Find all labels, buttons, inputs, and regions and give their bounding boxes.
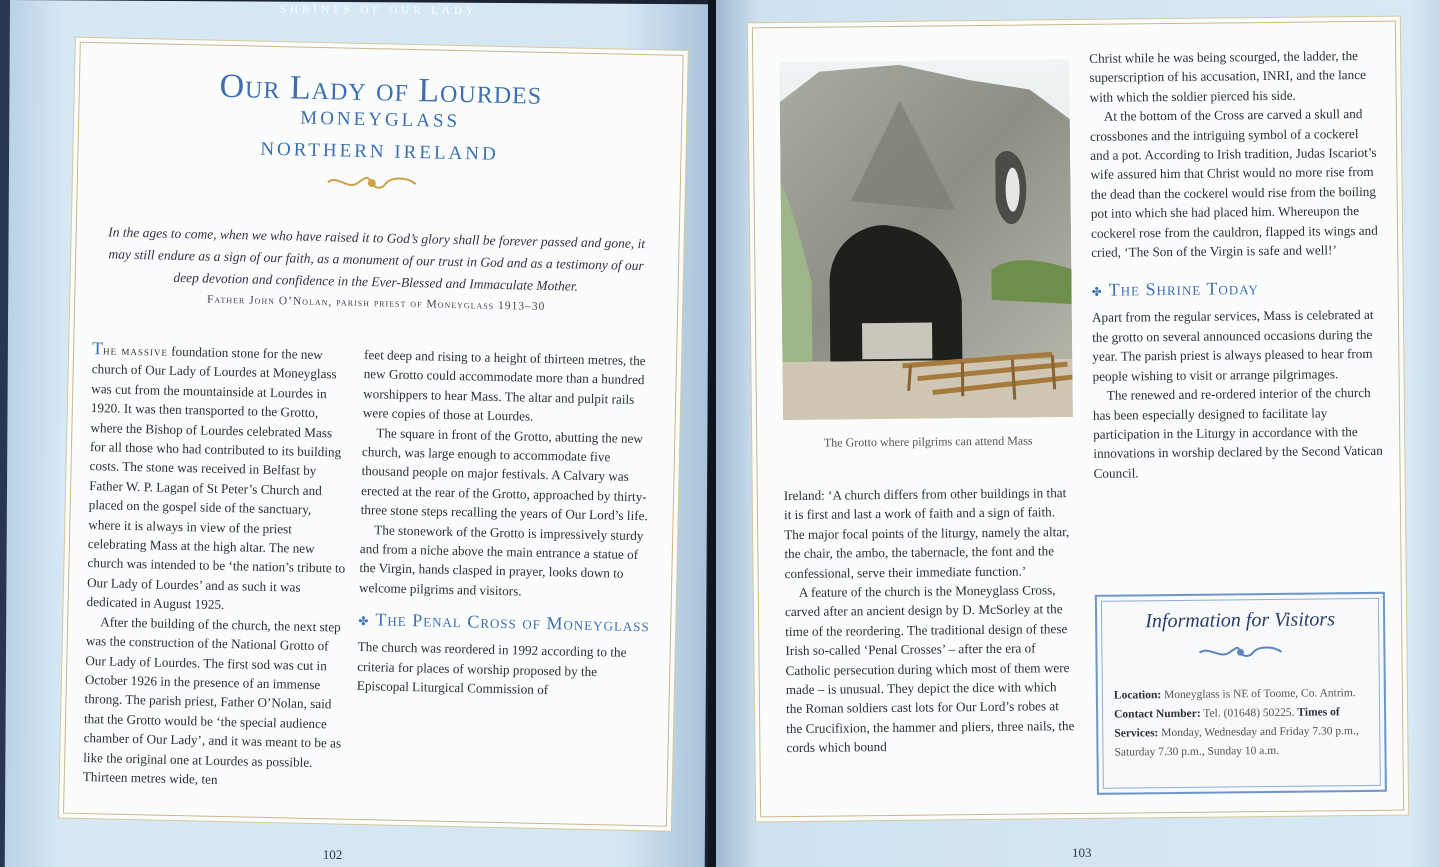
page-number: 103: [1072, 845, 1092, 860]
page-number: 102: [322, 846, 343, 863]
grotto-photo: [779, 59, 1073, 420]
drop-cap: T: [91, 338, 104, 359]
paragraph: feet deep and rising to a height of thirteen metres, the new Grotto could accommodate more than a hundred worshippers to hear Mass. The altar and pulpit rails were copies of those at Lourdes.: [362, 347, 646, 424]
running-head: SHRINES OF OUR LADY: [279, 3, 478, 17]
location-value: Moneyglass is NE of Toome, Co. Antrim.: [1161, 687, 1356, 702]
paragraph: At the bottom of the Cross are carved a skull and crossbones and the intriguing symbol of a cockerel and a pot. According to Irish tradition, Judas Iscariot’s wife assured him that Christ would no more rise from the dead than the cockerel would rise from the boiling pot into which she had placed him. Whereupon the cockerel rose from the cauldron, flapped its wings and cried, ‘The Son of the Virgin is safe and well!’: [1089, 106, 1378, 260]
location-label: Location:: [1113, 689, 1162, 702]
paragraph-text: foundation stone for the new church of Our Lady of Lourdes at Moneyglass was cut from the mountainside at Lourdes in 1920. It was then transported to the Grotto, where the Bishop of Lourdes celebrated Mass for all those who had contributed to its building costs. The stone was received in Belfast by Father W. P. Lagan of St Peter’s Church and placed on the gospel side of the sanctuary, where it is always in view of the priest celebrating Mass at the high altar. The new church was intended to be ‘the nation’s tribute to Our Lady of Lourdes’ and as such it was dedicated in August 1925.: [86, 343, 346, 613]
left-column-2: [357, 345, 657, 702]
right-page: [716, 0, 1440, 867]
right-column-1: [784, 483, 1077, 758]
paragraph: The church was reordered in 1992 according to the criteria for places of worship proposed by the Episcopal Liturgical Commission of: [356, 639, 627, 698]
section-heading: [358, 609, 650, 637]
left-page: [5, 0, 710, 867]
page-subtitle-country: NORTHERN IRELAND: [260, 138, 499, 165]
scroll-ornament-icon: [1197, 645, 1283, 660]
visitor-info-text: [1114, 684, 1371, 763]
paragraph: Ireland: ‘A church differs from other buildings in that it is first and last a work of faith and a sign of faith. The major focal points of the liturgy, namely the altar, the chair, the ambo, the tabernacle, the font and the confessional, serve their immediate function.’: [783, 485, 1070, 581]
right-text-frame: [752, 21, 1404, 818]
section-heading-text: The Shrine Today: [1108, 278, 1259, 301]
diamond-bullet-icon: ✤: [358, 614, 370, 629]
visitor-info-title: Information for Visitors: [1145, 608, 1336, 633]
right-column-2: [1089, 46, 1384, 483]
paragraph: The stonework of the Grotto is impressively sturdy and from a niche above the main entrance a statue of the Virgin, hands clasped in prayer, looks down to welcome pilgrims and visitors.: [358, 521, 644, 599]
contact-value: Tel. (01648) 50225.: [1200, 706, 1298, 720]
lead-in-smallcaps: he massive: [102, 342, 169, 359]
grotto-photo-image: [779, 59, 1073, 420]
section-heading: [1092, 277, 1382, 302]
paragraph: Christ while he was being scourged, the ladder, the superscription of his accusation, INRI, and the lance with which the soldier pierced his side.: [1089, 48, 1366, 105]
left-column-1: [83, 339, 351, 792]
paragraph: A feature of the church is the Moneyglass Cross, carved after an ancient design by D. McSorley at the time of the reordering. The traditional design of these Irish so-called ‘Penal Crosses’ – after the era of Catholic persecution during which most of them were made – is unusual. They depict the dice with which the Roman soldiers cast lots for Our Lord’s robes at the Crucifixion, the hammer and pliers, three nails, the cords which bound: [784, 582, 1075, 756]
visitor-info-box: [1095, 592, 1387, 795]
paragraph: The square in front of the Grotto, abutting the new church, was large enough to accommodate five thousand people on major festivals. A Calvary was erected at the rear of the Grotto, approached by thirty-three stone steps recalling the years of Our Lord’s life.: [360, 424, 648, 524]
page-title: Our Lady of Lourdes: [219, 67, 543, 112]
photo-caption: The Grotto where pilgrims can attend Mass: [823, 433, 1033, 450]
contact-label: Contact Number:: [1114, 707, 1201, 721]
section-heading-text: The Penal Cross of Moneyglass: [375, 609, 650, 636]
times-value: Monday, Wednesday and Friday 7.30 p.m., Saturday 7.30 p.m., Sunday 10 a.m.: [1114, 725, 1359, 759]
epigraph-quote: In the ages to come, when we who have raised it to God’s glory shall be forever passed and gone, it may still endure as a sign of our faith, as a monument of our trust in God and as a testimony of our deep devotion and confidence in the Ever-Blessed and Immaculate Mother.: [108, 224, 646, 294]
paragraph: After the building of the church, the next step was the construction of the National Grotto of Our Lady of Lourdes. The first sod was cut in October 1926 in the presence of an immense throng. The parish priest, Father O’Nolan, said that the Grotto would be ‘the special audience chamber of Our Lady’, and it was meant to be as like the original one at Lourdes as possible. Thirteen metres wide, ten: [82, 614, 342, 787]
epigraph-attribution: Father John O’Nolan, parish priest of Moneyglass 1913–30: [206, 293, 546, 313]
paragraph: [86, 339, 350, 617]
left-text-frame: [63, 42, 684, 827]
page-subtitle-location: MONEYGLASS: [300, 107, 461, 133]
scroll-ornament-icon: [324, 174, 420, 192]
diamond-bullet-icon: ✤: [1091, 285, 1103, 300]
times-label: Times of Services:: [1114, 706, 1340, 740]
paragraph: The renewed and re-ordered interior of the church has been especially designed to facilitate lay participation in the Liturgy in accordance with the innovations in worship declared by the Second Vatican Council.: [1092, 385, 1383, 481]
paragraph: Apart from the regular services, Mass is celebrated at the grotto on several announced occasions during the year. The parish priest is always pleased to hear from people wishing to visit or arrange pilgrimages.: [1091, 307, 1374, 384]
